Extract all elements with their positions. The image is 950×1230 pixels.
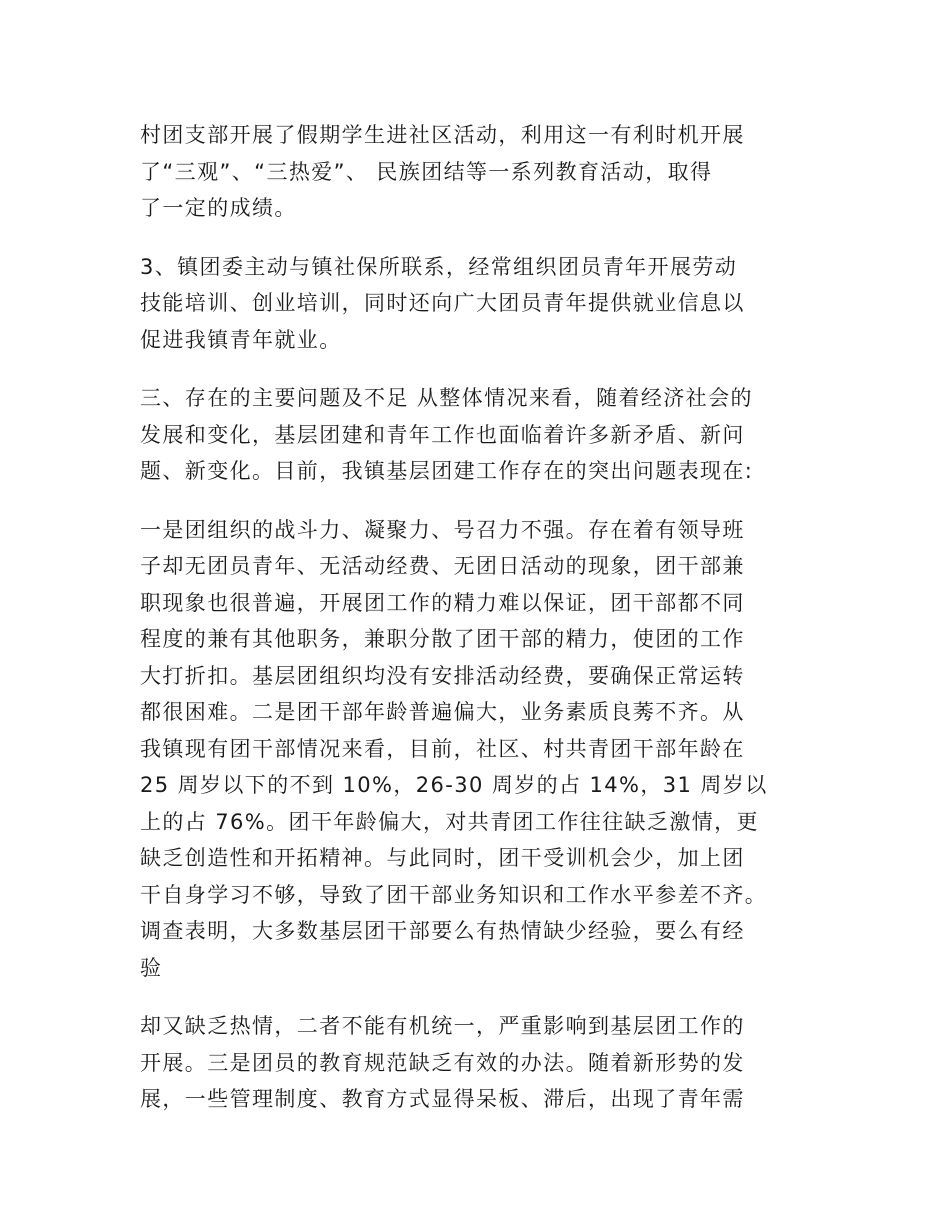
- text-line: 调查表明，大多数基层团干部要么有热情缺少经验，要么有经: [140, 919, 745, 943]
- text-line: 3、镇团委主动与镇社保所联系，经常组织团员青年开展劳动: [140, 254, 738, 279]
- text-line: 技能培训、创业培训，同时还向广大团员青年提供就业信息以: [140, 291, 745, 315]
- text-line: 了“三观”、“三热爱”、 民族团结等一系列教育活动，取得: [140, 159, 713, 184]
- text-line: 促进我镇青年就业。: [140, 327, 342, 352]
- text-line: 展，一些管理制度、教育方式显得呆板、滞后，出现了青年需: [140, 1087, 745, 1111]
- text-line: 上的占 76%。团干年龄偏大，对共青团工作往往缺乏激情，更: [140, 809, 759, 834]
- text-line: 程度的兼有其他职务，兼职分散了团干部的精力，使团的工作: [140, 627, 745, 651]
- paragraph-employment-training: [140, 249, 820, 359]
- text-line: 开展。三是团员的教育规范缺乏有效的办法。随着新形势的发: [140, 1050, 745, 1075]
- paragraph-continued: [140, 1008, 820, 1118]
- text-line: 子却无团员青年、无活动经费、无团日活动的现象，团干部兼: [140, 554, 745, 578]
- text-line: 三、存在的主要问题及不足 从整体情况来看，随着经济社会的: [140, 386, 753, 410]
- paragraph-problem-details: [140, 512, 820, 987]
- paragraph-section-problems: [140, 380, 820, 490]
- text-line: 发展和变化，基层团建和青年工作也面临着许多新矛盾、新问: [140, 422, 745, 447]
- text-line: 了一定的成绩。: [140, 196, 297, 220]
- text-line: 一是团组织的战斗力、凝聚力、号召力不强。存在着有领导班: [140, 517, 745, 542]
- text-line: 验: [140, 955, 163, 980]
- document-body: [140, 117, 820, 1140]
- text-line: 我镇现有团干部情况来看，目前，社区、村共青团干部年龄在: [140, 736, 745, 761]
- text-line: 都很困难。二是团干部年龄普遍偏大，业务素质良莠不齐。从: [140, 700, 745, 724]
- text-line: 村团支部开展了假期学生进社区活动，利用这一有利时机开展: [140, 123, 745, 147]
- paragraph-community-activity: [140, 117, 820, 227]
- text-line: 缺乏创造性和开拓精神。与此同时，团干受训机会少，加上团: [140, 846, 745, 870]
- text-line: 题、新变化。目前，我镇基层团建工作存在的突出问题表现在:: [140, 459, 754, 483]
- text-line: 干自身学习不够，导致了团干部业务知识和工作水平参差不齐。: [140, 882, 768, 907]
- text-line: 却又缺乏热情，二者不能有机统一，严重影响到基层团工作的: [140, 1014, 745, 1038]
- text-line: 职现象也很普遍，开展团工作的精力难以保证，团干部都不同: [140, 590, 745, 615]
- text-line: 25 周岁以下的不到 10%，26-30 周岁的占 14%，31 周岁以: [140, 773, 768, 797]
- text-line: 大打折扣。基层团组织均没有安排活动经费，要确保正常运转: [140, 663, 745, 688]
